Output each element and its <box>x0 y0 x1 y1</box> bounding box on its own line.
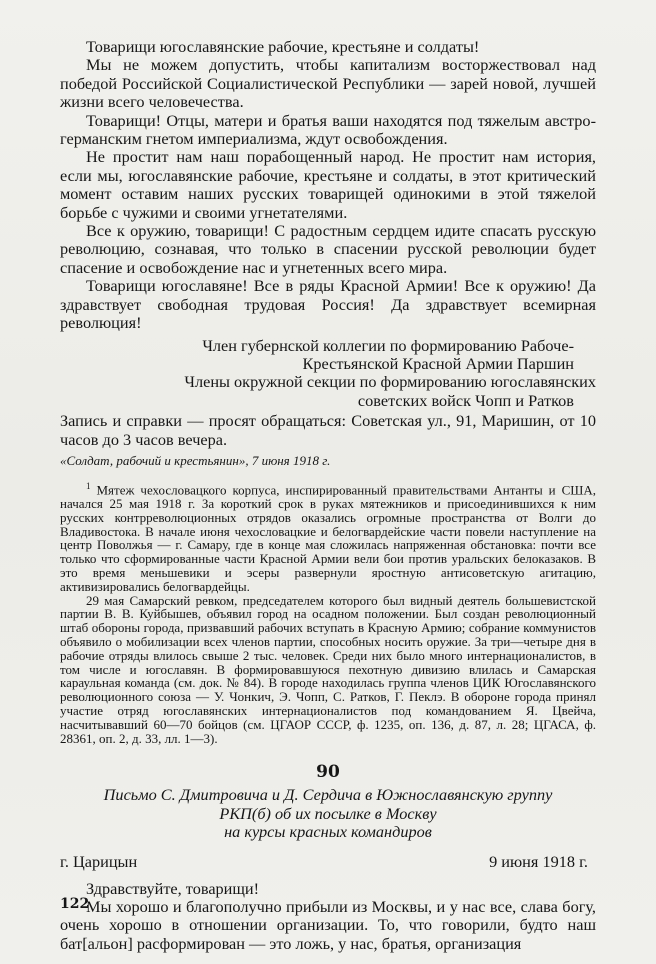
document-number: 90 <box>316 762 340 783</box>
document-title-line-2: РКП(б) об их посылке в Москву <box>219 803 437 823</box>
appeal-paragraph-6: Товарищи югославяне! Все в ряды Красной Армии! Все к оружию! Да здравствует свободная трудовая Россия! Да здравствует всемирная революция! <box>60 276 596 333</box>
footnote-continuation: 29 мая Самарский ревком, председателем которого был видный деятель большевистской партии В. В. Куйбышев, объявил город на осадном положении. Был создан революционный штаб обороны города, призвавший рабочих вступать в Красную Армию; собрание коммунистов объявило о мобилизации всех членов партии, способных носить оружие. За три—четыре дня в рабочие отряды влилось свыше 2 тыс. человек. Среди них было много интернационалистов, в том числе и югославян. В формировавшуюся пехотную дивизию влилась и Самарская караульная команда (см. док. № 84). В городе находилась группа членов ЦИК Югославянского революционного союза — У. Чонкич, Э. Чопп, С. Ратков, Г. Пеклэ. В обороне города принял участие отряд югославянских интернационалистов под командованием Я. Цвейча, насчитывавший 60—70 бойцов (см. ЦГАОР СССР, ф. 1235, оп. 136, д. 87, л. 28; ЦГАСА, ф. 28361, оп. 2, д. 33, лл. 1—3). <box>60 592 596 746</box>
appeal-paragraph-3: Товарищи! Отцы, матери и братья ваши находятся под тяжелым австро-германским гнетом империализма, ждут освобождения. <box>60 110 596 149</box>
letter-body: Мы хорошо и благополучно прибыли из Москвы, и у нас все, слава богу, очень хорошо в отношении организации. То, что говорили, будто наш бат[альон] расформирован — это ложь, у нас, братья, организация <box>60 897 596 953</box>
place-date-line <box>60 852 596 872</box>
appeal-paragraph-2: Мы не можем допустить, чтобы капитализм восторжествовал над победой Российской Социалистической Республики — зарей новой, лучшей жизни всего человечества. <box>60 55 596 112</box>
contact-info: Запись и справки — просят обращаться: Советская ул., 91, Маришин, от 10 часов до 3 часов вечера. <box>60 411 596 449</box>
footnote-1 <box>60 480 596 594</box>
document-title-line-3: на курсы красных командиров <box>224 822 432 842</box>
signature-line-2: Крестьянской Красной Армии Паршин <box>302 353 574 373</box>
signature-line-4: советских войск Чопп и Ратков <box>357 390 574 410</box>
appeal-paragraph-4: Не простит нам наш порабощенный народ. Не простит нам история, если мы, югославянские рабочие, крестьяне и солдаты, в этот критический момент оставим наших русских товарищей одинокими в этой тяжелой борьбе с чужими и своими угнетателями. <box>60 147 596 222</box>
appeal-paragraph-1: Товарищи югославянские рабочие, крестьяне и солдаты! <box>86 37 480 56</box>
source-citation: «Солдат, рабочий и крестьянин», 7 июня 1918 г. <box>60 452 331 468</box>
footnote-marker: 1 <box>86 480 91 491</box>
letter-greeting: Здравствуйте, товарищи! <box>86 878 260 898</box>
document-title-line-1: Письмо С. Дмитровича и Д. Сердича в Южнославянскую группу <box>103 785 553 805</box>
footnotes <box>60 480 596 745</box>
page-number: 122 <box>60 896 90 912</box>
document-place: г. Царицын <box>60 851 138 871</box>
appeal-paragraph-5: Все к оружию, товарищи! С радостным сердцем идите спасать русскую революцию, сознавая, что только в спасении русской революции будет спасение и освобождение нас и угнетенных всего мира. <box>60 221 596 277</box>
signature-line-3: Члены окружной секции по формированию югославянских <box>184 372 596 392</box>
document-date: 9 июня 1918 г. <box>489 851 588 871</box>
signature-line-1: Член губернской коллегии по формированию Рабоче- <box>202 335 574 355</box>
footnote-text: Мятеж чехословацкого корпуса, инспирированный правительствами Антанты и США, начался 25 мая 1918 г. За короткий срок в руках мятежников и присоединившихся к ним русских контрреволюционных отрядов оказались огромные пространства от Волги до Владивостока. В начале июня чехословацкие и белогвардейские части повели наступление на центр Поволжья — г. Самару, где в конце мая сложилась напряженная обстановка: почти все только что сформированные части Красной Армии вели бои против уральских белоказаков. В это время меньшевики и эсеры развернули яростную антисоветскую агитацию, активизировались белогвардейцы. <box>60 482 597 594</box>
